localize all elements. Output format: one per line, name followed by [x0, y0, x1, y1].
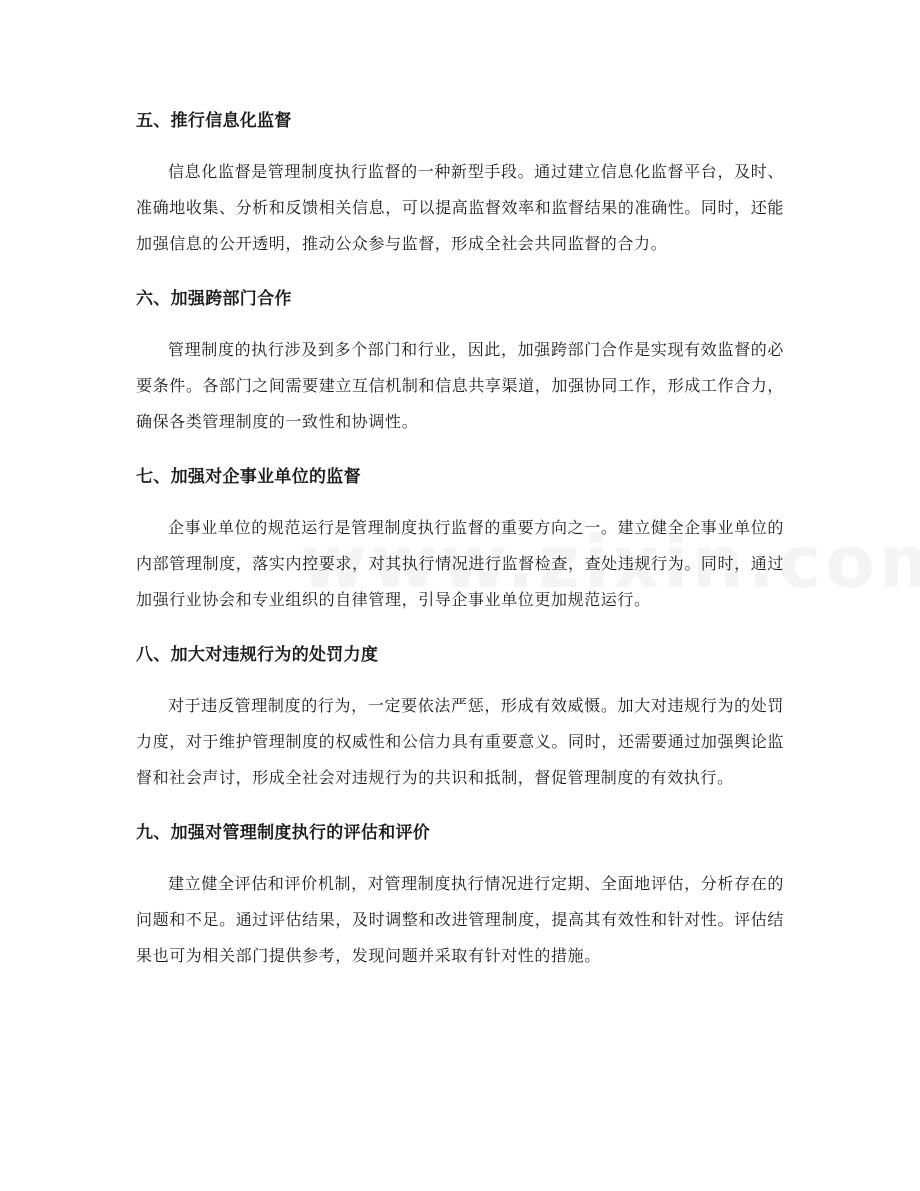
section-heading: 七、加强对企事业单位的监督 — [136, 467, 361, 487]
section-9 — [136, 816, 784, 974]
section-5 — [136, 104, 784, 262]
section-heading: 五、推行信息化监督 — [136, 111, 292, 131]
section-paragraph: 对于违反管理制度的行为，一定要依法严惩，形成有效威慑。加大对违规行为的处罚力度，对于维护管理制度的权威性和公信力具有重要意义。同时，还需要通过加强舆论监督和社会声讨，形成全社会对违规行为的共识和抵制，督促管理制度的有效执行。 — [136, 696, 784, 787]
section-paragraph: 管理制度的执行涉及到多个部门和行业，因此，加强跨部门合作是实现有效监督的必要条件。各部门之间需要建立互信机制和信息共享渠道，加强协同工作，形成工作合力，确保各类管理制度的一致性和协调性。 — [136, 340, 784, 431]
section-paragraph: 建立健全评估和评价机制，对管理制度执行情况进行定期、全面地评估，分析存在的问题和不足。通过评估结果，及时调整和改进管理制度，提高其有效性和针对性。评估结果也可为相关部门提供参考，发现问题并采取有针对性的措施。 — [136, 874, 784, 965]
section-paragraph: 信息化监督是管理制度执行监督的一种新型手段。通过建立信息化监督平台，及时、准确地收集、分析和反馈相关信息，可以提高监督效率和监督结果的准确性。同时，还能加强信息的公开透明，推动公众参与监督，形成全社会共同监督的合力。 — [136, 162, 784, 253]
section-paragraph: 企事业单位的规范运行是管理制度执行监督的重要方向之一。建立健全企事业单位的内部管理制度，落实内控要求，对其执行情况进行监督检查，查处违规行为。同时，通过加强行业协会和专业组织的自律管理，引导企事业单位更加规范运行。 — [136, 518, 784, 609]
section-6 — [136, 282, 784, 440]
section-7 — [136, 460, 784, 618]
section-heading: 六、加强跨部门合作 — [136, 289, 292, 309]
section-8 — [136, 638, 784, 796]
section-heading: 九、加强对管理制度执行的评估和评价 — [136, 823, 431, 843]
document-page — [136, 104, 784, 994]
section-heading: 八、加大对违规行为的处罚力度 — [136, 645, 379, 665]
